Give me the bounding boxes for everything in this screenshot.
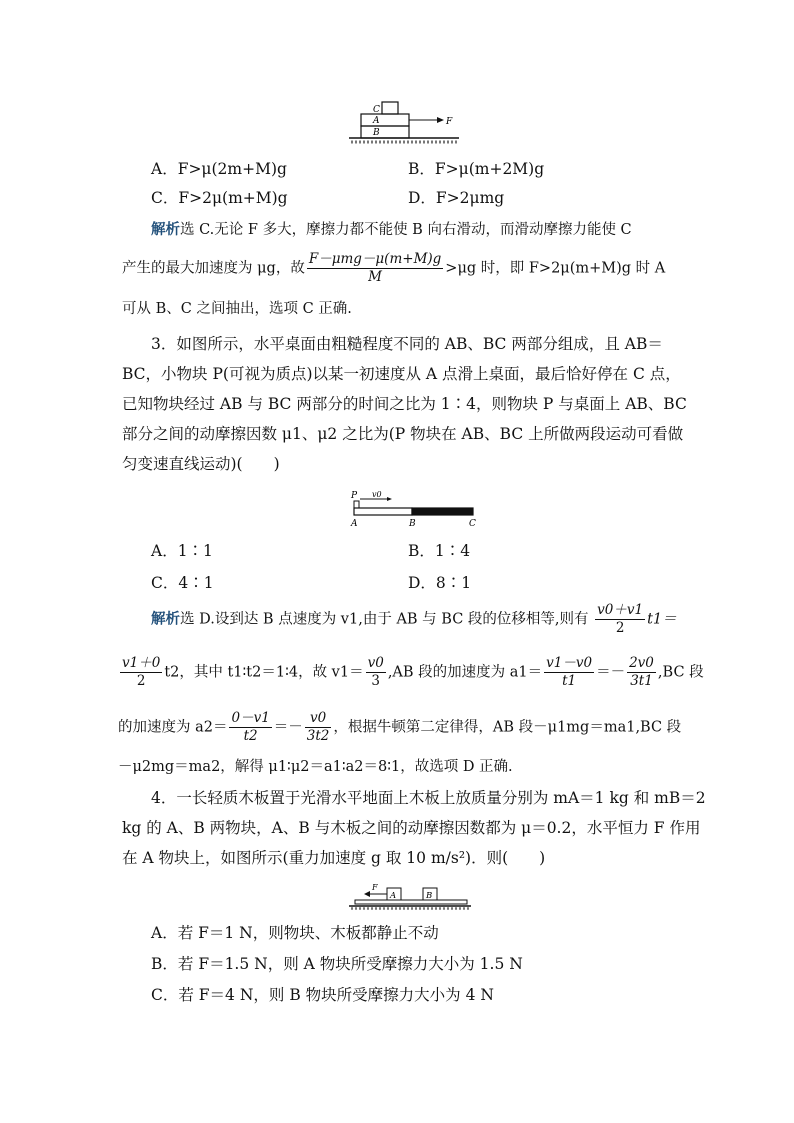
q3-option-b: B．1∶4: [408, 542, 471, 560]
q2-option-c: C．F>2μ(m+M)g: [151, 189, 288, 207]
solution-label: 解析: [151, 610, 180, 628]
fig2-c-label: C: [469, 519, 476, 529]
q3-line4: 部分之间的动摩擦因数 μ1、μ2 之比为(P 物块在 AB、BC 上所做两段运动可看做: [122, 425, 684, 443]
q3-option-c: C．4∶1: [151, 574, 214, 592]
q3-line3: 已知物块经过 AB 与 BC 两部分的时间之比为 1∶4，则物块 P 与桌面上 AB、BC: [122, 395, 687, 413]
fig2-a-label: A: [351, 519, 358, 529]
q4-line1: 4．一长轻质木板置于光滑水平地面上木板上放质量分别为 mA＝1 kg 和 mB＝2: [151, 789, 706, 807]
fig1-a-label: A: [373, 116, 380, 126]
q4-option-b: B．若 F＝1.5 N，则 A 物块所受摩擦力大小为 1.5 N: [151, 955, 523, 973]
fraction: $\frac{\text{F－μmg－μ(m+M)g}}{M}$: [308, 251, 442, 285]
q4-option-c: C．若 F＝4 N，则 B 物块所受摩擦力大小为 4 N: [151, 986, 494, 1004]
q3-line2: BC，小物块 P(可视为质点)以某一初速度从 A 点滑上桌面，最后恰好停在 C 点，: [122, 365, 681, 383]
solution-label: 解析: [151, 221, 180, 238]
q3-solution-line3: 的加速度为 a2＝ $\frac{0-v1}{t2}$ ＝－ $\frac{v0}{3t2}$ ，根据牛顿第二定律得，AB 段－μ1mg＝ma1,BC 段: [118, 710, 682, 744]
fig2-b-label: B: [409, 519, 416, 529]
q2-option-b: B．F>μ(m+2M)g: [408, 160, 545, 178]
figure-stacked-blocks: [345, 98, 465, 148]
fig1-c-label: C: [373, 105, 380, 115]
q2-solution-line1: 解析选 C.无论 F 多大，摩擦力都不能使 B 向右滑动，而滑动摩擦力能使 C: [151, 221, 632, 238]
q3-solution-line2: $\frac{v1+0}{2}$ t2，其中 t1∶t2＝1∶4，故 v1＝ $\frac{v0}{3}$ ,AB 段的加速度为 a1＝ $\frac{v1-v0}{t1}$ ＝－ $\frac{2v0}{3t1}$ ,BC 段: [122, 655, 704, 689]
q4-line3: 在 A 物块上，如图所示(重力加速度 g 取 10 m/s²)．则( ): [122, 849, 546, 867]
q4-line2: kg 的 A、B 两物块，A、B 与木板之间的动摩擦因数都为 μ＝0.2，水平恒力 F 作用: [122, 819, 701, 837]
figure-board-blocks: [345, 880, 475, 910]
q2-solution-line3: 可从 B、C 之间抽出，选项 C 正确.: [122, 301, 352, 317]
q3-solution-line1: 解析选 D.设到达 B 点速度为 v1,由于 AB 与 BC 段的位移相等,则有 $\frac{v0+v1}{2}$ t1＝: [151, 602, 677, 636]
fig2-p-label: P: [351, 491, 358, 501]
q2-option-d: D．F>2μmg: [408, 189, 505, 207]
fig2-v-label: v0: [372, 490, 382, 499]
q3-line1: 3．如图所示，水平桌面由粗糙程度不同的 AB、BC 两部分组成，且 AB＝: [151, 335, 663, 353]
fig3-b-label: B: [426, 891, 433, 901]
fig3-a-label: A: [390, 891, 397, 901]
q4-option-a: A．若 F＝1 N，则物块、木板都静止不动: [151, 924, 439, 942]
fig1-f-label: F: [446, 117, 453, 127]
figure-table-surface: [345, 488, 480, 530]
q3-option-a: A．1∶1: [151, 542, 213, 560]
fig3-f-label: F: [372, 883, 378, 892]
q3-solution-line4: －μ2mg＝ma2，解得 μ1∶μ2＝a1∶a2＝8∶1，故选项 D 正确.: [118, 759, 513, 775]
q3-line5: 匀变速直线运动)( ): [122, 455, 280, 473]
q2-option-a: A．F>μ(2m+M)g: [151, 160, 287, 178]
q2-solution-line2: 产生的最大加速度为 μg，故 $\frac{\text{F－μmg－μ(m+M)g}}{M}$ >μg 时，即 F>2μ(m+M)g 时 A: [122, 251, 666, 285]
q3-option-d: D．8∶1: [408, 574, 472, 592]
fig1-b-label: B: [373, 128, 380, 138]
